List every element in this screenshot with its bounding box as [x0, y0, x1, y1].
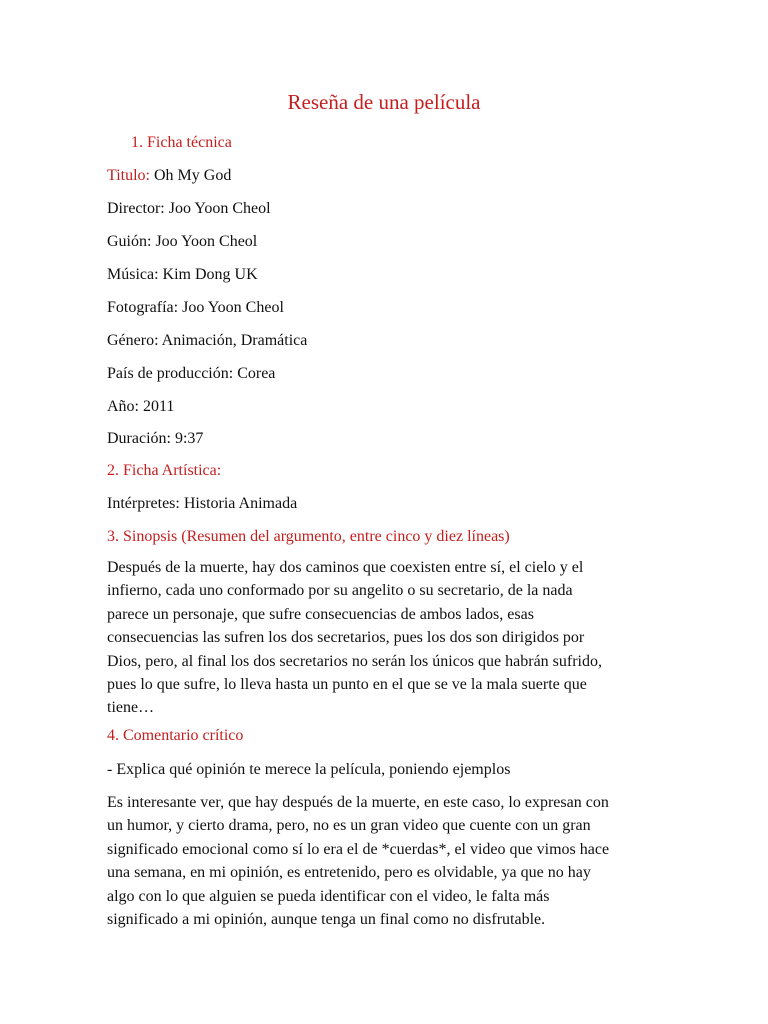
section-heading-ficha-tecnica: 1. Ficha técnica — [131, 134, 232, 151]
field-director: Director: Joo Yoon Cheol — [107, 200, 271, 217]
question-line: - Explica qué opinión te merece la película, poniendo ejemplos — [107, 761, 511, 778]
field-guion: Guión: Joo Yoon Cheol — [107, 233, 258, 250]
field-pais: País de producción: Corea — [107, 365, 276, 382]
field-fotografia: Fotografía: Joo Yoon Cheol — [107, 299, 284, 316]
field-titulo-label: Titulo: — [107, 167, 150, 184]
section-heading-sinopsis: 3. Sinopsis (Resumen del argumento, entre cinco y diez líneas) — [107, 528, 510, 545]
field-duracion: Duración: 9:37 — [107, 430, 204, 447]
field-anio: Año: 2011 — [107, 398, 175, 415]
sinopsis-paragraph: Después de la muerte, hay dos caminos que coexisten entre sí, el cielo y el infierno, cada uno conformado por su angelito o su secretario, de la nada parece un personaje, que sufre consecuencias de ambos lados, esas consecuencias las sufren los dos secretarios, pues los dos son dirigidos por Dios, pero, al final los dos secretarios no serán los únicos que habrán sufrido, pues lo que sufre, lo lleva hasta un punto en el que se ve la mala suerte que tiene… — [107, 559, 602, 717]
field-interpretes: Intérpretes: Historia Animada — [107, 495, 298, 512]
comentario-paragraph: Es interesante ver, que hay después de la muerte, en este caso, lo expresan con un humor, y cierto drama, pero, no es un gran video que cuente con un gran significado emocional como sí lo era el de *cuerdas*, el video que vimos hace una semana, en mi opinión, es entretenido, pero es olvidable, ya que no hay algo con lo que alguien se pueda identificar con el video, le falta más significado a mi opinión, aunque tenga un final como no disfrutable. — [107, 794, 610, 929]
section-heading-ficha-artistica: 2. Ficha Artística: — [107, 462, 222, 479]
field-genero: Género: Animación, Dramática — [107, 332, 308, 349]
section-heading-comentario: 4. Comentario crítico — [107, 727, 244, 744]
field-musica: Música: Kim Dong UK — [107, 266, 258, 283]
field-titulo — [107, 166, 231, 186]
page-title: Reseña de una película — [287, 90, 481, 114]
field-titulo-value: Oh My God — [150, 167, 232, 184]
